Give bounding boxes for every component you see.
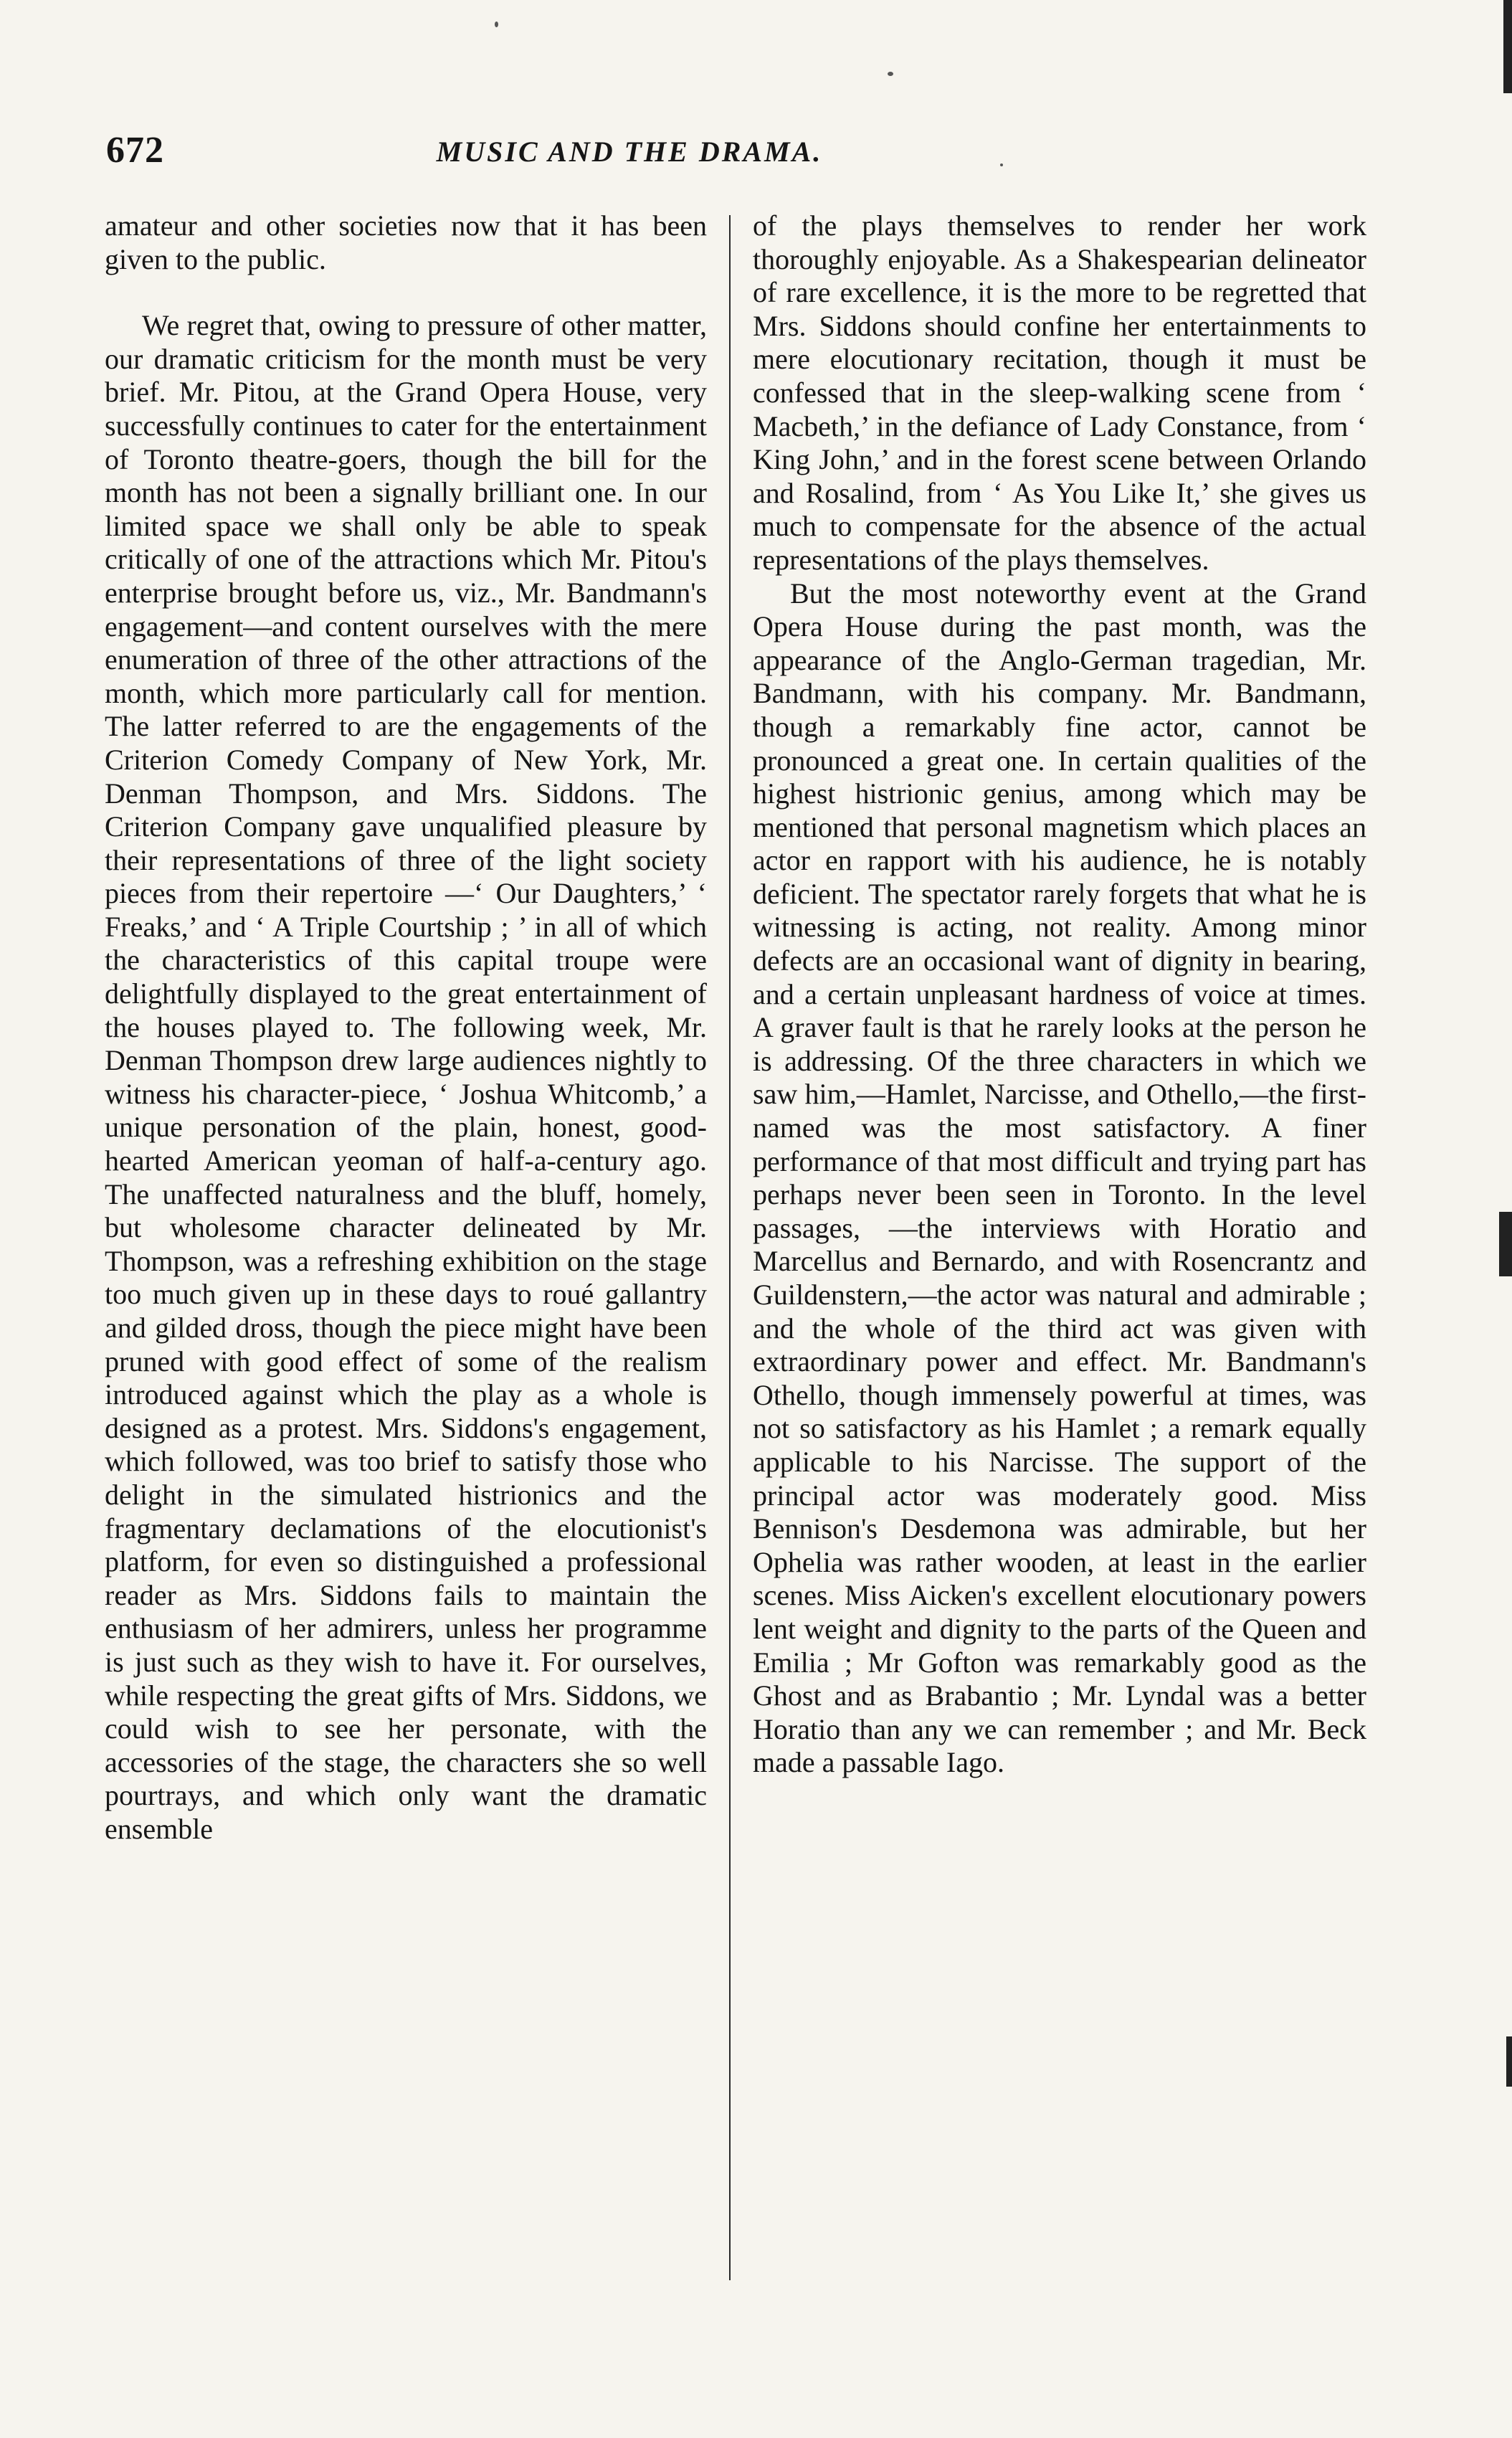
column-rule (729, 215, 731, 2280)
running-title: MUSIC AND THE DRAMA. (436, 136, 823, 168)
scan-speck (495, 22, 498, 27)
right-paragraph-1: of the plays themselves to render her work thoroughly enjoyable. As a Shakespearian delineator of rare excellence, it is the more to be regretted that Mrs. Siddons should confine her entertainments to mere elocutionary recitation, though it must be confessed that in the sleep-walking scene from ‘ Macbeth,’ in the defiance of Lady Constance, from ‘ King John,’ and in the forest scene between Orlando and Rosalind, from ‘ As You Like It,’ she gives us much to compensate for the absence of the actual representations of the plays themselves. (753, 209, 1366, 576)
scan-speck (1000, 163, 1003, 166)
right-paragraph-2: But the most noteworthy event at the Grand Opera House during the past month, was the appearance of the Anglo-German tragedian, Mr. Bandmann, with his company. Mr. Bandmann, though a remarkably fine actor, cannot be pronounced a great one. In certain qualities of the highest histrionic genius, among which may be mentioned that personal magnetism which places an actor en rapport with his audience, he is notably deficient. The spectator rarely forgets that what he is witnessing is acting, not reality. Among minor defects are an occasional want of dignity in bearing, and a certain unpleasant hardness of voice at times. A graver fault is that he rarely looks at the person he is addressing. Of the three characters in which we saw him,—Hamlet, Narcisse, and Othello,—the first-named was the most satisfactory. A finer performance of that most difficult and trying part has perhaps never been seen in Toronto. In the level passages, —the interviews with Horatio and Marcellus and Bernardo, and with Rosencrantz and Guildenstern,—the actor was natural and admirable ; and the whole of the third act was given with extraordinary power and effect. Mr. Bandmann's Othello, though immensely powerful at times, was not so satisfactory as his Hamlet ; a remark equally applicable to his Narcisse. The support of the principal actor was moderately good. Miss Bennison's Desdemona was admirable, but her Ophelia was rather wooden, at least in the earlier scenes. Miss Aicken's excellent elocutionary powers lent weight and dignity to the parts of the Queen and Emilia ; Mr Gofton was remarkably good as the Ghost and as Brabantio ; Mr. Lyndal was a better Horatio than any we can remember ; and Mr. Beck made a passable Iago. (753, 577, 1366, 1779)
left-column (105, 209, 707, 1846)
page-header (106, 129, 995, 186)
scan-edge-mark-lower (1506, 2036, 1512, 2087)
scan-speck (888, 72, 893, 76)
page-number: 672 (106, 130, 164, 171)
left-paragraph-1: amateur and other societies now that it has been given to the public. (105, 209, 707, 275)
right-column (753, 209, 1366, 1780)
scan-edge-mark-middle (1499, 1212, 1512, 1276)
left-paragraph-2: We regret that, owing to pressure of other matter, our dramatic criticism for the month must be very brief. Mr. Pitou, at the Grand Opera House, very successfully continues to cater for the entertainment of Toronto theatre-goers, though the bill for the month has not been a signally brilliant one. In our limited space we shall only be able to speak critically of one of the attractions which Mr. Pitou's enterprise brought before us, viz., Mr. Bandmann's engagement—and content ourselves with the mere enumeration of three of the other attractions of the month, which more particularly call for mention. The latter referred to are the engagements of the Criterion Comedy Company of New York, Mr. Denman Thompson, and Mrs. Siddons. The Criterion Company gave unqualified pleasure by their representations of three of the light society pieces from their repertoire —‘ Our Daughters,’ ‘ Freaks,’ and ‘ A Triple Courtship ; ’ in all of which the characteristics of this capital troupe were delightfully displayed to the great entertainment of the houses played to. The following week, Mr. Denman Thompson drew large audiences nightly to witness his character-piece, ‘ Joshua Whitcomb,’ a unique personation of the plain, honest, good-hearted American yeoman of half-a-century ago. The unaffected naturalness and the bluff, homely, but wholesome character delineated by Mr. Thompson, was a refreshing exhibition on the stage too much given up in these days to roué gallantry and gilded dross, though the piece might have been pruned with good effect of some of the realism introduced against which the play as a whole is designed as a protest. Mrs. Siddons's engagement, which followed, was too brief to satisfy those who delight in the simulated histrionics and the fragmentary declamations of the elocutionist's platform, for even so distinguished a professional reader as Mrs. Siddons fails to maintain the enthusiasm of her admirers, unless her programme is just such as they wish to have it. For ourselves, while respecting the great gifts of Mrs. Siddons, we could wish to see her personate, with the accessories of the stage, the characters she so well pourtrays, and which only want the dramatic ensemble (105, 309, 707, 1845)
scan-edge-mark-top (1503, 0, 1512, 93)
